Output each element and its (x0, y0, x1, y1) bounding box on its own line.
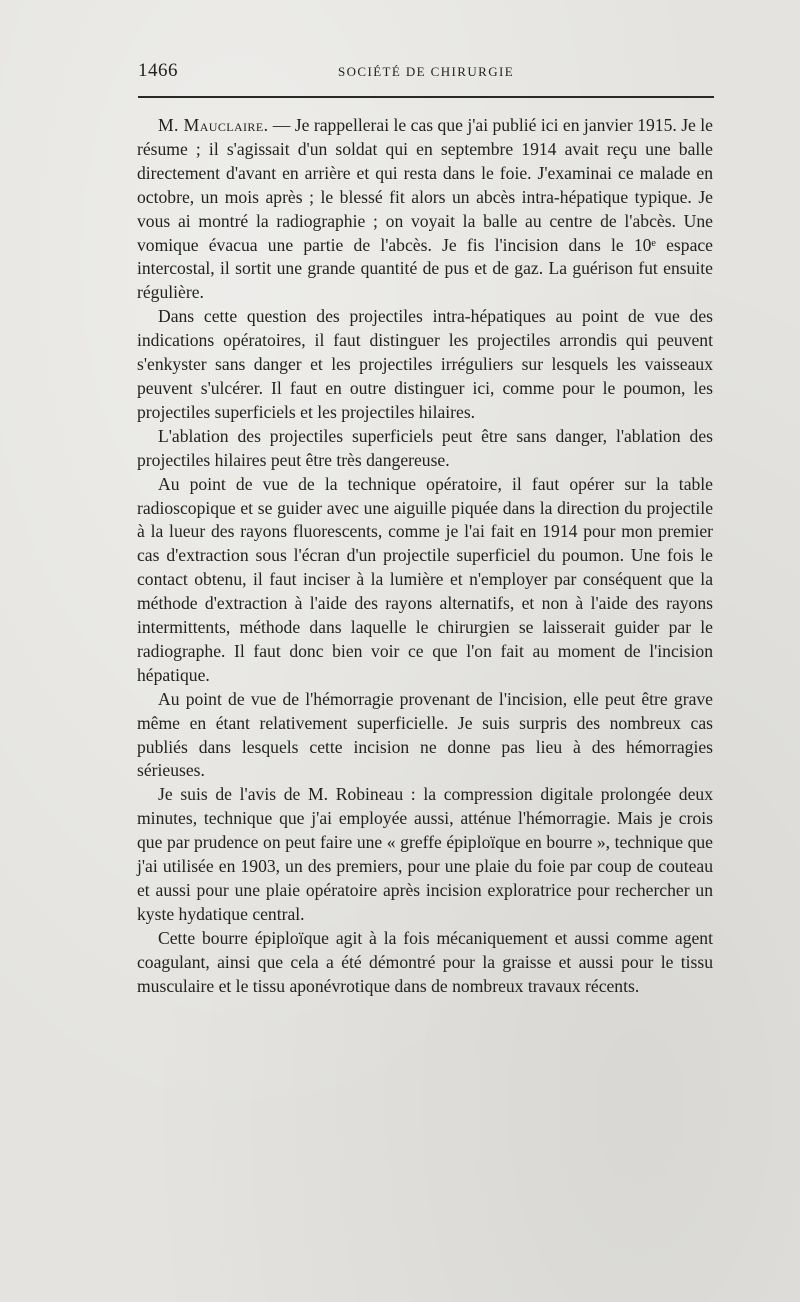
paragraph-5: Au point de vue de l'hémorragie provenant de l'incision, elle peut être grave même en étant relativement superficielle. Je suis surpris des nombreux cas publiés dans lesquels cette incision ne donne pas lieu à des hémorragies sérieuses. (137, 688, 713, 781)
paragraph-2: Dans cette question des projectiles intra-hépatiques au point de vue des indications opératoires, il faut distinguer les projectiles arrondis qui peuvent s'enkyster sans danger et les projectiles irréguliers sur lesquels les vaisseaux peuvent s'ulcérer. Il faut en outre distinguer ici, comme pour le poumon, les projectiles superficiels et les projectiles hilaires. (137, 306, 713, 422)
paragraph-3: L'ablation des projectiles superficiels peut être sans danger, l'ablation des projectiles hilaires peut être très dangereuse. (137, 425, 713, 470)
running-head: SOCIÉTÉ DE CHIRURGIE (338, 64, 515, 79)
header-rule (138, 96, 714, 98)
paragraph-4: Au point de vue de la technique opératoire, il faut opérer sur la table radioscopique et se guider avec une aiguille piquée dans la direction du projectile à la lueur des rayons fluorescents, comme je l'ai fait en 1914 pour mon premier cas d'extraction sous l'écran d'un projectile superficiel du poumon. Une fois le contact obtenu, il faut inciser à la lumière et n'employer par conséquent que la méthode d'extraction à l'aide des rayons alternatifs, et non à l'aide des rayons intermittents, méthode dans laquelle le chirurgien se laisserait guider par le radiographe. Il faut donc bien voir ce que l'on fait au moment de l'incision hépatique. (137, 473, 713, 685)
page-header (138, 60, 712, 86)
body-text (137, 114, 713, 999)
paragraph-1-text: — Je rappellerai le cas que j'ai publié ici en janvier 1915. Je le résume ; il s'agissait d'un soldat qui en septembre 1914 avait reçu une balle directement d'avant en arrière et qui resta dans le foie. J'examinai ce malade en octobre, un mois après ; le blessé fit alors un abcès intra-hépatique typique. Je vous ai montré la radiographie ; on voyait la balle au centre de l'abcès. Une vomique évacua une partie de l'abcès. Je fis l'incision dans le 10ᵉ espace intercostal, il sortit une grande quantité de pus et de gaz. La guérison fut ensuite régulière. (137, 115, 713, 303)
page-number: 1466 (138, 60, 178, 81)
paragraph-7: Cette bourre épiploïque agit à la fois mécaniquement et aussi comme agent coagulant, ainsi que cela a été démontré pour la graisse et aussi pour le tissu musculaire et le tissu aponévrotique dans de nombreux travaux récents. (137, 927, 713, 996)
paragraph-6: Je suis de l'avis de M. Robineau : la compression digitale prolongée deux minutes, technique que j'ai employée aussi, atténue l'hémorragie. Mais je crois que par prudence on peut faire une « greffe épiploïque en bourre », technique que j'ai utilisée en 1903, un des premiers, pour une plaie du foie par coup de couteau et aussi pour une plaie opératoire après incision exploratrice pour rechercher un kyste hydatique central. (137, 784, 713, 924)
speaker-name: M. Mauclaire. (158, 115, 269, 135)
paragraph-1 (137, 114, 713, 305)
